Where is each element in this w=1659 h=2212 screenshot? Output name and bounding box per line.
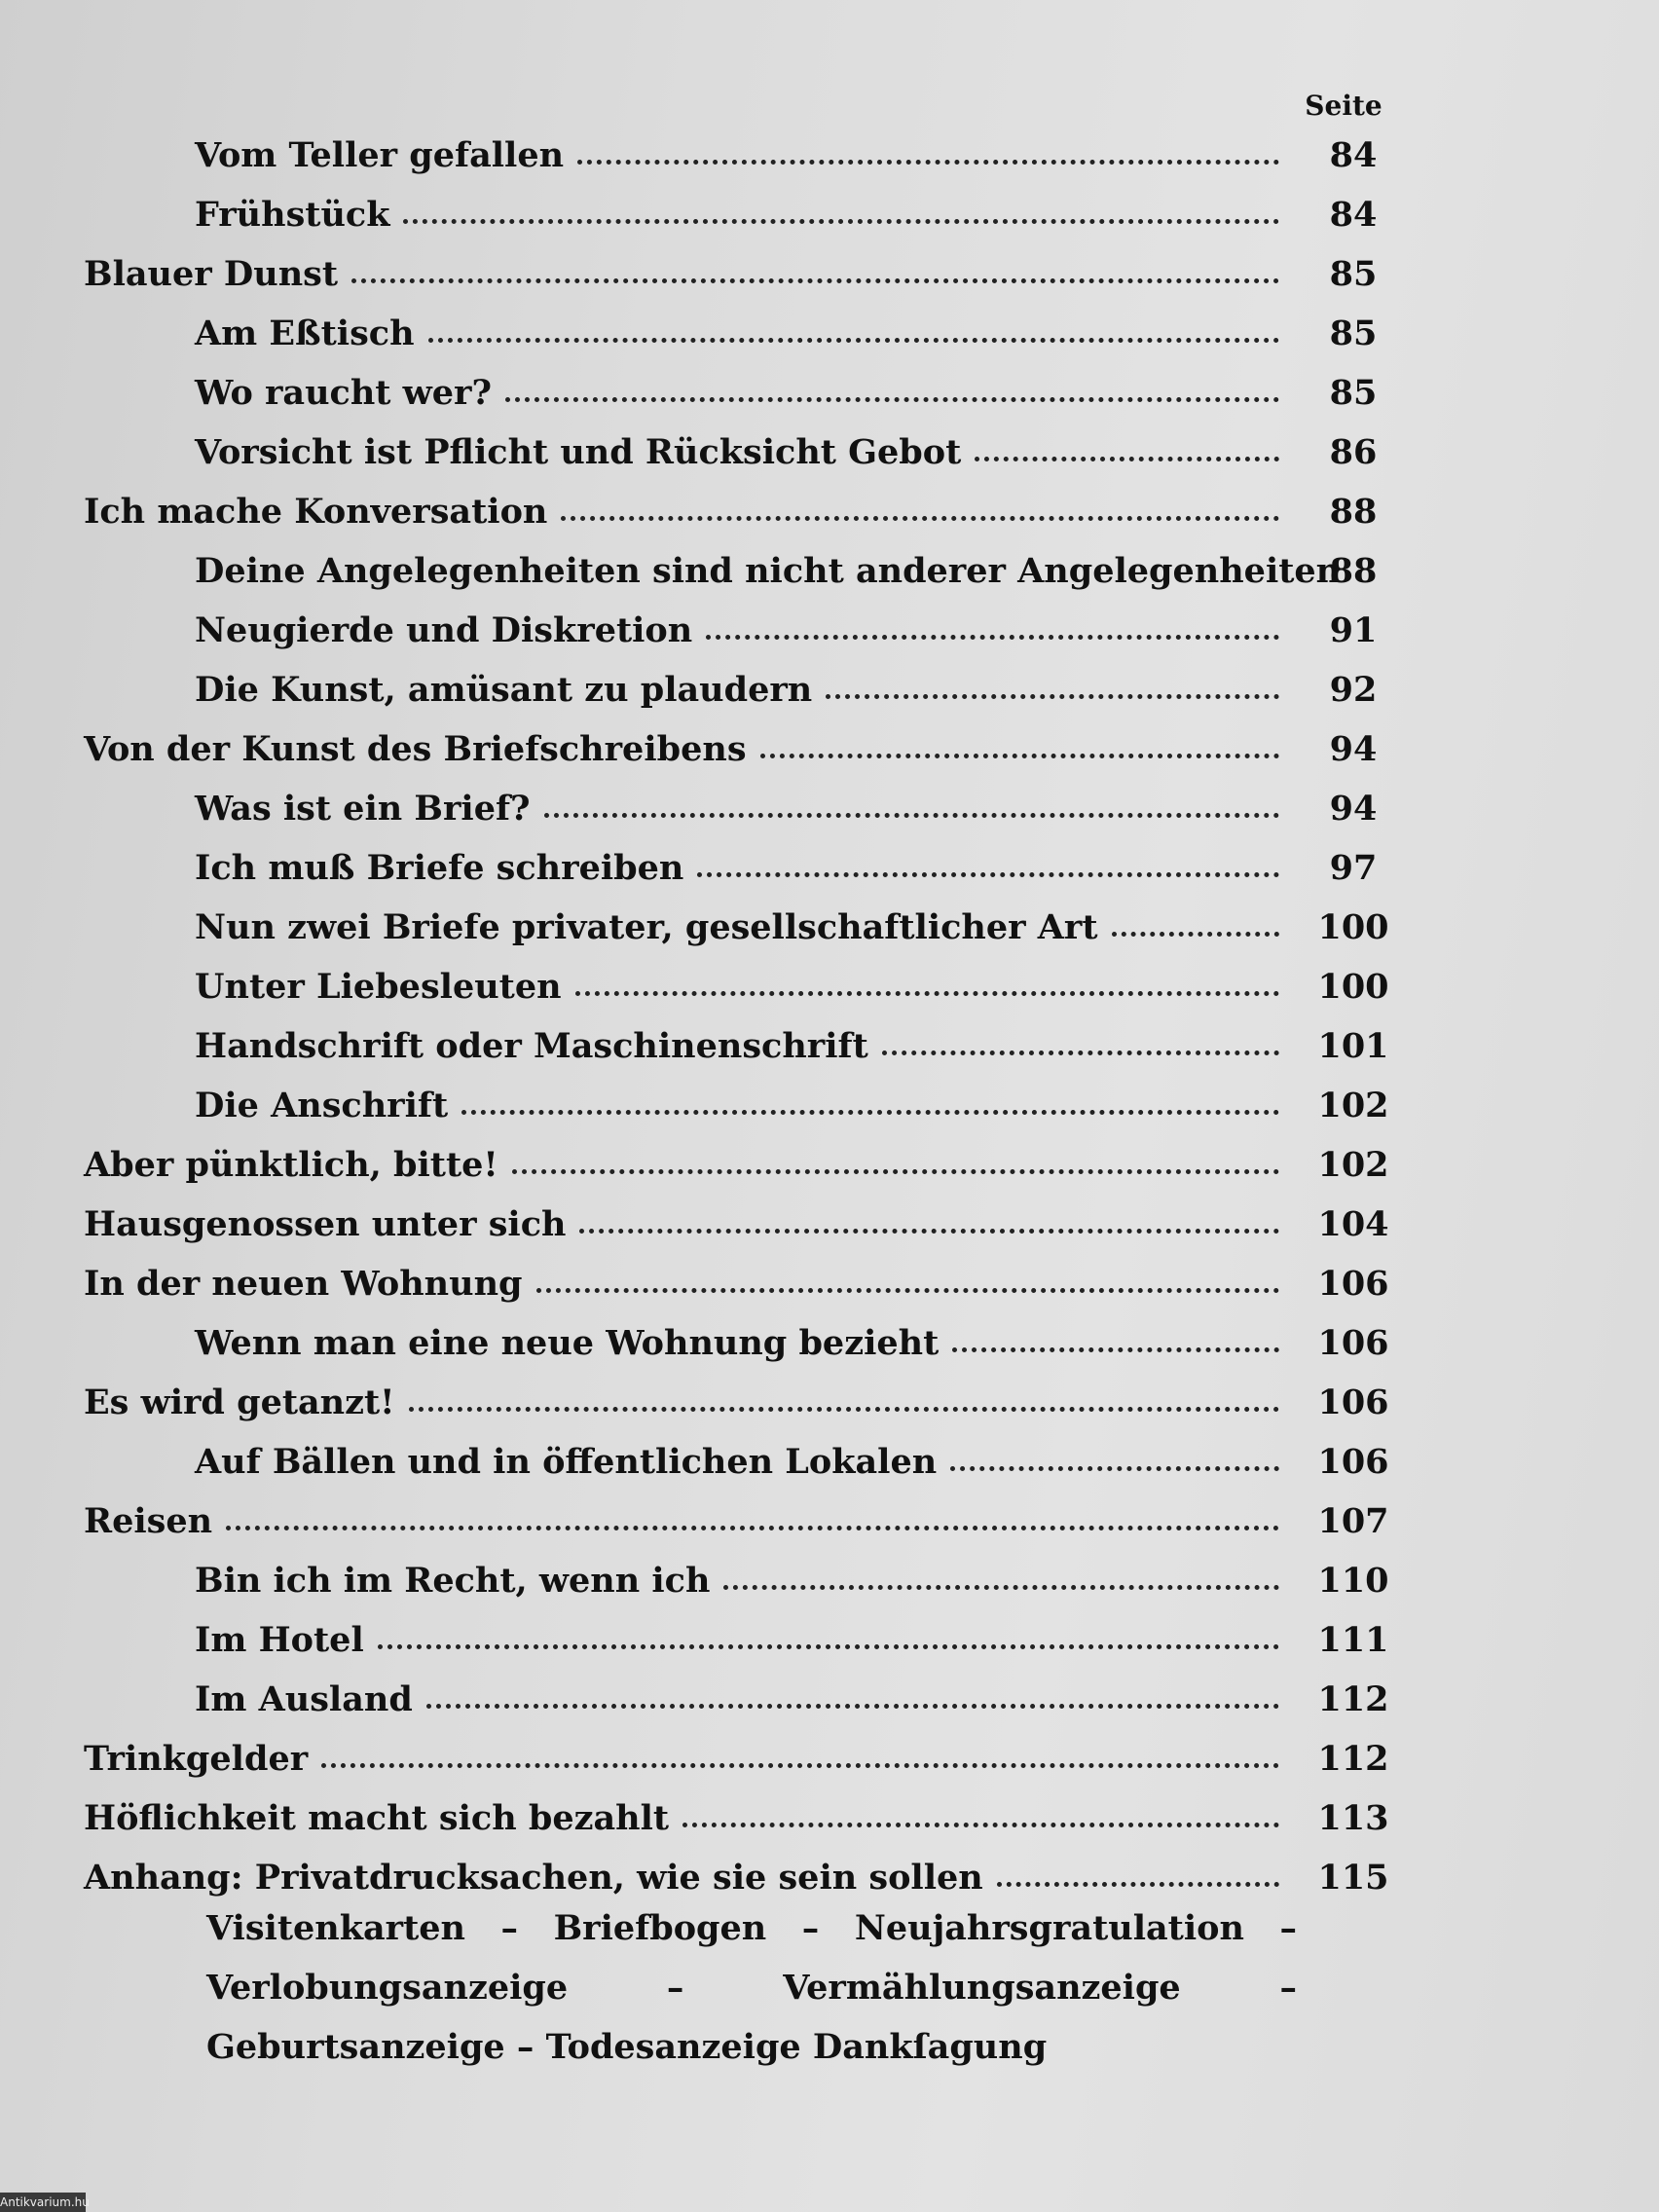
dot-leader [321, 1759, 1279, 1768]
toc-entry [0, 1314, 1659, 1373]
toc-entry [0, 1255, 1659, 1313]
toc-entry-title: Hausgenossen unter sich [84, 1204, 567, 1244]
toc-entry-page: 85 [1329, 254, 1378, 294]
dot-leader [536, 1284, 1279, 1293]
dot-leader [426, 1700, 1279, 1709]
toc-entry-page: 85 [1329, 313, 1378, 353]
dot-leader [950, 1462, 1279, 1471]
toc-entry-page: 100 [1317, 967, 1389, 1007]
toc-entry-title: Die Kunst, amüsant zu plaudern [195, 670, 813, 710]
toc-entry [0, 958, 1659, 1016]
toc-entry [0, 245, 1659, 304]
toc-entry [0, 661, 1659, 719]
toc-entry-title: In der neuen Wohnung [84, 1264, 523, 1304]
toc-entry-title: Vom Teller gefallen [195, 135, 565, 175]
toc-entry-page: 84 [1329, 135, 1378, 175]
toc-entry-title: Reisen [84, 1501, 213, 1541]
toc-entry-title: Ich mache Konversation [84, 492, 548, 532]
toc-entry-page: 106 [1317, 1442, 1389, 1482]
toc-entry-page: 110 [1317, 1561, 1389, 1601]
toc-entry-title: Vorsicht ist Pflicht und Rücksicht Gebot [195, 432, 962, 472]
toc-entry-page: 106 [1317, 1382, 1389, 1422]
toc-entry [0, 899, 1659, 957]
toc-entry-title: Bin ich im Recht, wenn ich [195, 1561, 711, 1601]
dot-leader [461, 1106, 1279, 1115]
toc-entry-title: Neugierde und Diskretion [195, 610, 693, 650]
toc-entry [0, 127, 1659, 185]
toc-entry-title: Handschrift oder Maschinenschrift [195, 1026, 868, 1066]
toc-entry-title: Im Hotel [195, 1620, 364, 1660]
dot-leader [682, 1819, 1279, 1827]
toc-entry-title: Die Anschrift [195, 1086, 449, 1125]
toc-entry [0, 780, 1659, 838]
toc-entry-title: Trinkgelder [84, 1739, 309, 1779]
toc-entry-title: Am Eßtisch [195, 313, 415, 353]
toc-entry-title: Was ist ein Brief? [195, 789, 531, 829]
toc-entry-page: 102 [1317, 1086, 1389, 1125]
toc-entry-page: 91 [1329, 610, 1378, 650]
dot-leader [351, 275, 1279, 283]
dot-leader [428, 334, 1279, 343]
dot-leader [512, 1165, 1279, 1174]
dot-leader [697, 868, 1279, 877]
toc-entry-title: Frühstück [195, 195, 390, 235]
toc-entry-page: 94 [1329, 729, 1378, 769]
toc-entry-page: 107 [1317, 1501, 1389, 1541]
toc-entry-title: Deine Angelegenheiten sind nicht anderer Angelegenheiten [195, 551, 1342, 591]
toc-entry [0, 1789, 1659, 1848]
toc-entry [0, 483, 1659, 541]
dot-leader [723, 1581, 1279, 1590]
toc-entry [0, 186, 1659, 244]
toc-entry [0, 1671, 1659, 1729]
toc-entry-title: Höflichkeit macht sich bezahlt [84, 1798, 670, 1838]
toc-entry-page: 104 [1317, 1204, 1389, 1244]
toc-entry [0, 305, 1659, 363]
toc-entry-page: 100 [1317, 907, 1389, 947]
dot-leader [378, 1641, 1279, 1649]
dot-leader [882, 1047, 1279, 1055]
toc-entry-title: Aber pünktlich, bitte! [84, 1145, 498, 1185]
toc-entry-page: 111 [1317, 1620, 1389, 1660]
dot-leader [505, 393, 1279, 402]
toc-entry-page: 88 [1329, 551, 1378, 591]
toc-entry-page: 97 [1329, 848, 1378, 888]
toc-entry [0, 1493, 1659, 1551]
toc-entry-title: Im Ausland [195, 1679, 413, 1719]
dot-leader [575, 987, 1279, 996]
dot-leader [826, 690, 1279, 699]
dot-leader [226, 1522, 1279, 1530]
toc-entry [0, 542, 1659, 601]
toc-entry-title: Wo raucht wer? [195, 373, 493, 413]
toc-entry-page: 106 [1317, 1264, 1389, 1304]
toc-entry-title: Es wird getanzt! [84, 1382, 395, 1422]
toc-entry-page: 94 [1329, 789, 1378, 829]
toc-entry-title: Von der Kunst des Briefschreibens [84, 729, 747, 769]
toc-entry [0, 424, 1659, 482]
page-column-header: Seite [1305, 90, 1382, 122]
dot-leader [403, 215, 1279, 224]
dot-leader [975, 453, 1279, 461]
dot-leader [952, 1344, 1279, 1352]
toc-entry [0, 602, 1659, 660]
toc-entry [0, 1552, 1659, 1610]
toc-entry-page: 115 [1317, 1858, 1389, 1898]
toc-entry-page: 113 [1317, 1798, 1389, 1838]
toc-entry [0, 1730, 1659, 1788]
toc-entry-title: Auf Bällen und in öffentlichen Lokalen [195, 1442, 938, 1482]
dot-leader [409, 1403, 1279, 1412]
dot-leader [1112, 928, 1279, 937]
dot-leader [997, 1878, 1279, 1887]
toc-entry-page: 102 [1317, 1145, 1389, 1185]
toc-entry-title: Unter Liebesleuten [195, 967, 562, 1007]
appendix-description: Visitenkarten – Briefbogen – Neujahrsgratulation – Verlobungsanzeige – Vermählungsanzeige – Geburtsanzeige – Todesanzeige Dankſagung [206, 1908, 1297, 2067]
toc-entry-page: 85 [1329, 373, 1378, 413]
dot-leader [760, 750, 1279, 758]
toc-entry [0, 720, 1659, 779]
toc-entry-page: 112 [1317, 1739, 1389, 1779]
toc-entry-page: 101 [1317, 1026, 1389, 1066]
toc-entry [0, 1196, 1659, 1254]
toc-entry [0, 1374, 1659, 1432]
toc-entry-title: Blauer Dunst [84, 254, 339, 294]
dot-leader [544, 809, 1279, 818]
toc-entry [0, 364, 1659, 423]
watermark: Antikvarium.hu [0, 2193, 86, 2212]
toc-entry-page: 112 [1317, 1679, 1389, 1719]
dot-leader [706, 631, 1279, 640]
toc-entry-page: 84 [1329, 195, 1378, 235]
toc-entry-title: Nun zwei Briefe privater, gesellschaftlicher Art [195, 907, 1098, 947]
toc-entry-title: Wenn man eine neue Wohnung bezieht [195, 1323, 940, 1363]
toc-entry [0, 1136, 1659, 1195]
toc-entry-title: Anhang: Privatdrucksachen, wie sie sein sollen [84, 1858, 983, 1898]
dot-leader [579, 1225, 1279, 1234]
toc-entry [0, 1017, 1659, 1076]
toc-entry-page: 92 [1329, 670, 1378, 710]
toc-entry [0, 1433, 1659, 1492]
toc-entry-page: 106 [1317, 1323, 1389, 1363]
toc-entry [0, 1077, 1659, 1135]
dot-leader [561, 512, 1279, 521]
dot-leader [577, 156, 1279, 165]
toc-entry [0, 839, 1659, 898]
toc-entry-page: 88 [1329, 492, 1378, 532]
toc-entry [0, 1611, 1659, 1670]
toc-entry-page: 86 [1329, 432, 1378, 472]
toc-entry-title: Ich muß Briefe schreiben [195, 848, 684, 888]
